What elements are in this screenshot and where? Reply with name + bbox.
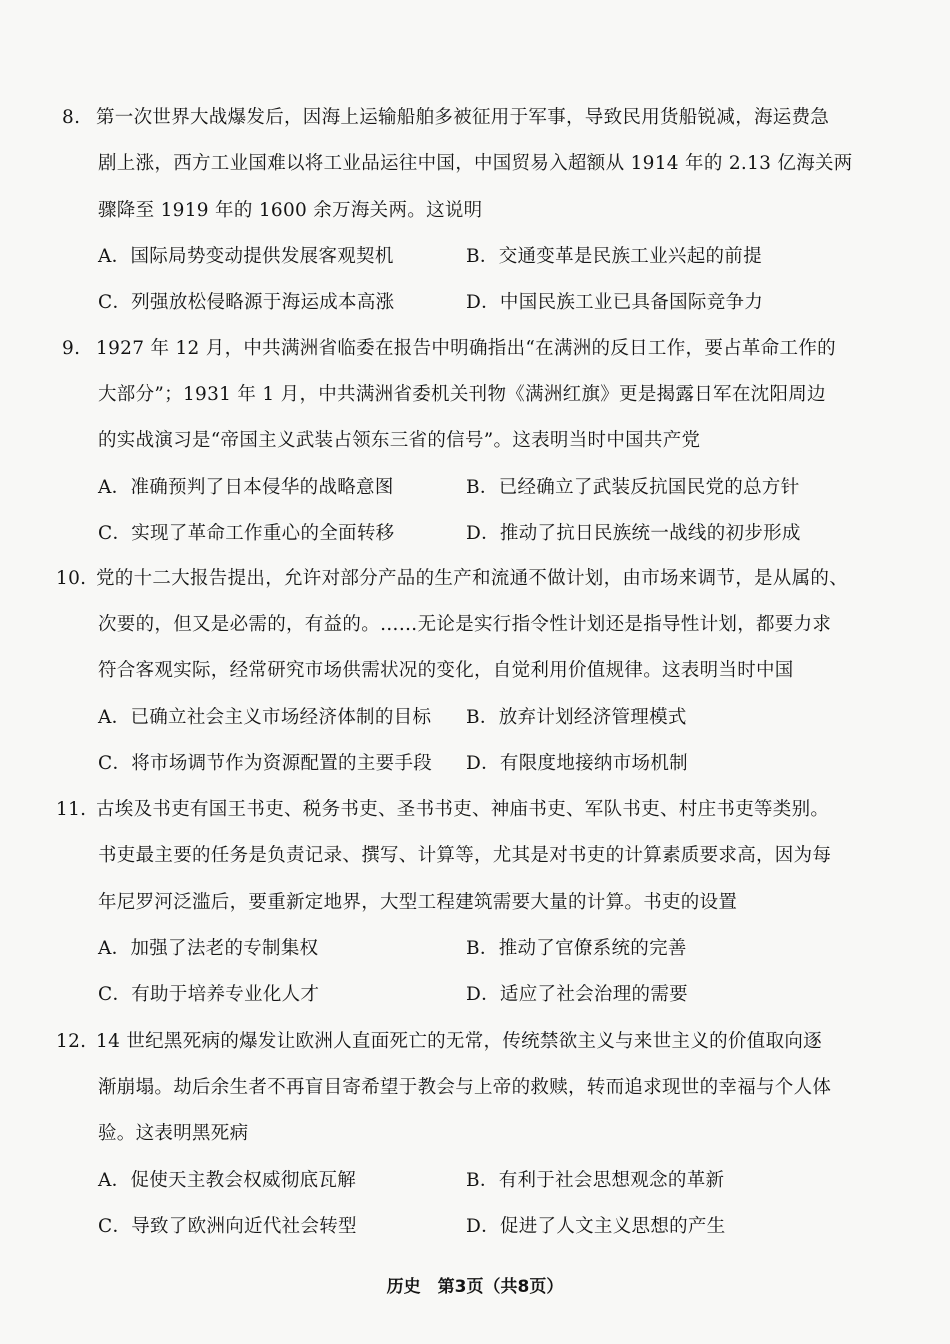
- option-a: A．准确预判了日本侵华的战略意图: [98, 477, 394, 498]
- question-number: 8.: [62, 107, 81, 128]
- question-stem-line: 1927 年 12 月，中共满洲省临委在报告中明确指出“在满洲的反日工作，要占革命工作的: [96, 338, 836, 359]
- question-stem-line: 14 世纪黑死病的爆发让欧洲人直面死亡的无常，传统禁欲主义与来世主义的价值取向逐: [96, 1031, 822, 1052]
- option-a: A．已确立社会主义市场经济体制的目标: [98, 707, 432, 728]
- question-number: 9.: [62, 338, 81, 359]
- option-a: A．国际局势变动提供发展客观契机: [98, 246, 394, 267]
- question-stem-line: 第一次世界大战爆发后，因海上运输船舶多被征用于军事，导致民用货船锐减，海运费急: [96, 107, 830, 128]
- question-stem-line: 骤降至 1919 年的 1600 余万海关两。这说明: [98, 200, 483, 221]
- option-b: B．交通变革是民族工业兴起的前提: [466, 246, 762, 267]
- option-b: B．有利于社会思想观念的革新: [466, 1170, 725, 1191]
- option-d: D．有限度地接纳市场机制: [466, 753, 688, 774]
- question-number: 11.: [56, 799, 87, 820]
- option-d: D．适应了社会治理的需要: [466, 984, 688, 1005]
- option-c: C．导致了欧洲向近代社会转型: [98, 1216, 357, 1237]
- question-stem-line: 党的十二大报告提出，允许对部分产品的生产和流通不做计划，由市场来调节，是从属的、: [96, 568, 849, 589]
- question-stem-line: 验。这表明黑死病: [98, 1123, 249, 1144]
- option-b: B．放弃计划经济管理模式: [466, 707, 687, 728]
- question-stem-line: 的实战演习是“帝国主义武装占领东三省的信号”。这表明当时中国共产党: [98, 430, 701, 451]
- option-c: C．将市场调节作为资源配置的主要手段: [98, 753, 433, 774]
- question-stem-line: 大部分”；1931 年 1 月，中共满洲省委机关刊物《满洲红旗》更是揭露日军在沈阳周边: [98, 384, 826, 405]
- page-footer: 历史 第3页（共8页）: [386, 1277, 564, 1297]
- question-stem-line: 古埃及书吏有国王书吏、税务书吏、圣书书吏、神庙书吏、军队书吏、村庄书吏等类别。: [96, 799, 830, 820]
- option-d: D．促进了人文主义思想的产生: [466, 1216, 726, 1237]
- option-c: C．有助于培养专业化人才: [98, 984, 320, 1005]
- question-number: 10.: [56, 568, 87, 589]
- option-a: A．加强了法老的专制集权: [98, 938, 319, 959]
- option-c: C．实现了革命工作重心的全面转移: [98, 523, 395, 544]
- question-stem-line: 渐崩塌。劫后余生者不再盲目寄希望于教会与上帝的救赎，转而追求现世的幸福与个人体: [98, 1077, 832, 1098]
- option-a: A．促使天主教会权威彻底瓦解: [98, 1170, 357, 1191]
- question-stem-line: 年尼罗河泛滥后，要重新定地界，大型工程建筑需要大量的计算。书吏的设置: [98, 892, 738, 913]
- question-stem-line: 书吏最主要的任务是负责记录、撰写、计算等，尤其是对书吏的计算素质要求高，因为每: [98, 845, 832, 866]
- option-d: D．推动了抗日民族统一战线的初步形成: [466, 523, 801, 544]
- option-d: D．中国民族工业已具备国际竞争力: [466, 292, 764, 313]
- question-stem-line: 符合客观实际，经常研究市场供需状况的变化，自觉利用价值规律。这表明当时中国: [98, 660, 794, 681]
- question-stem-line: 剧上涨，西方工业国难以将工业品运往中国，中国贸易入超额从 1914 年的 2.13 亿海关两: [98, 153, 853, 174]
- question-number: 12.: [56, 1031, 87, 1052]
- option-b: B．推动了官僚系统的完善: [466, 938, 687, 959]
- question-stem-line: 次要的，但又是必需的，有益的。……无论是实行指令性计划还是指导性计划，都要力求: [98, 614, 832, 635]
- option-c: C．列强放松侵略源于海运成本高涨: [98, 292, 395, 313]
- option-b: B．已经确立了武装反抗国民党的总方针: [466, 477, 800, 498]
